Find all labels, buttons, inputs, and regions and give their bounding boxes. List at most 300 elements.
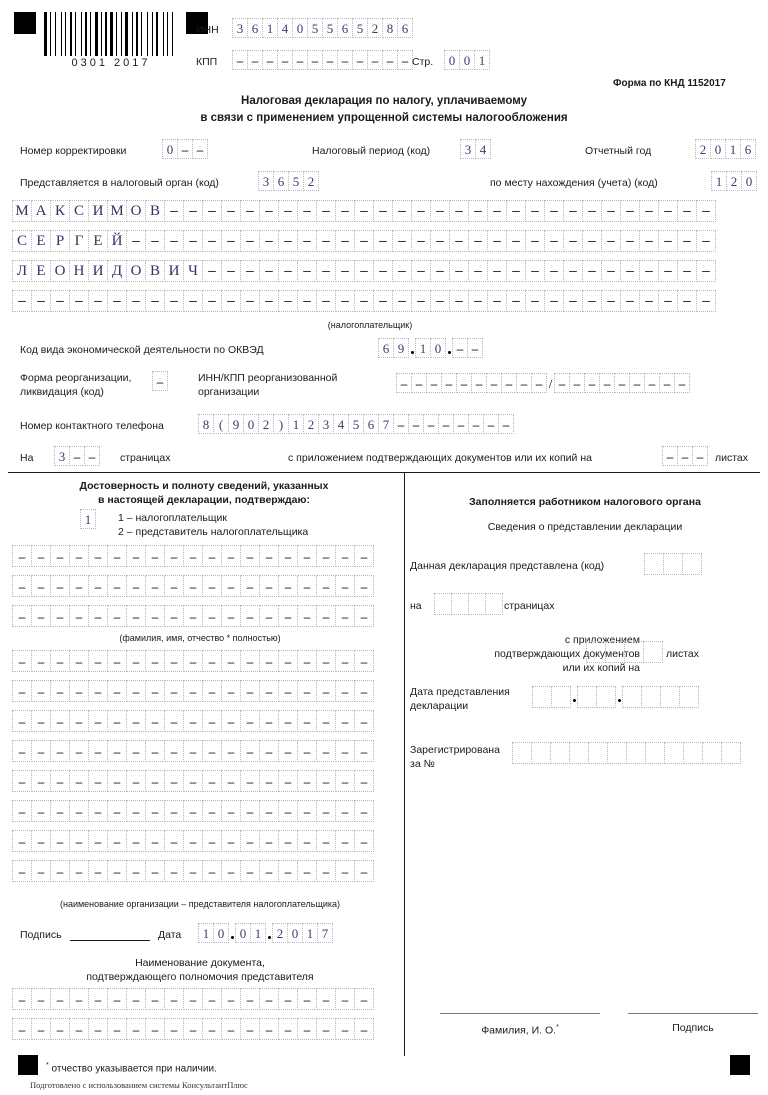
- grid-cell[interactable]: Л: [12, 260, 32, 282]
- grid-cell[interactable]: [512, 742, 532, 764]
- org-name-line-1[interactable]: [12, 650, 373, 672]
- grid-cell[interactable]: –: [658, 260, 678, 282]
- grid-cell[interactable]: И: [164, 260, 184, 282]
- grid-cell[interactable]: –: [468, 414, 484, 434]
- grid-cell[interactable]: –: [456, 373, 472, 393]
- grid-cell[interactable]: –: [335, 680, 355, 702]
- grid-cell[interactable]: –: [240, 650, 260, 672]
- grid-cell[interactable]: 6: [273, 171, 289, 191]
- grid-cell[interactable]: –: [483, 414, 499, 434]
- grid-cell[interactable]: В: [145, 200, 165, 222]
- grid-cell[interactable]: –: [354, 988, 374, 1010]
- grid-cell[interactable]: –: [297, 650, 317, 672]
- grid-cell[interactable]: –: [471, 373, 487, 393]
- grid-cell[interactable]: –: [202, 710, 222, 732]
- taxpayer-name-line-1[interactable]: [12, 200, 715, 222]
- grid-cell[interactable]: –: [221, 200, 241, 222]
- grid-cell[interactable]: –: [316, 230, 336, 252]
- grid-cell[interactable]: [569, 742, 589, 764]
- grid-cell[interactable]: 0: [459, 50, 475, 70]
- grid-cell[interactable]: –: [31, 988, 51, 1010]
- grid-cell[interactable]: –: [107, 575, 127, 597]
- grid-cell[interactable]: С: [12, 230, 32, 252]
- grid-cell[interactable]: –: [297, 830, 317, 852]
- grid-cell[interactable]: О: [126, 200, 146, 222]
- grid-cell[interactable]: –: [452, 338, 468, 358]
- grid-cell[interactable]: –: [107, 680, 127, 702]
- grid-cell[interactable]: –: [453, 414, 469, 434]
- grid-cell[interactable]: 5: [352, 18, 368, 38]
- grid-cell[interactable]: –: [107, 1018, 127, 1040]
- grid-cell[interactable]: –: [126, 575, 146, 597]
- grid-cell[interactable]: –: [202, 1018, 222, 1040]
- grid-cell[interactable]: –: [69, 710, 89, 732]
- grid-cell[interactable]: –: [297, 1018, 317, 1040]
- grid-cell[interactable]: –: [430, 260, 450, 282]
- taxpayer-name-line-3[interactable]: [12, 260, 715, 282]
- grid-cell[interactable]: –: [563, 260, 583, 282]
- grid-cell[interactable]: –: [88, 770, 108, 792]
- grid-cell[interactable]: –: [599, 373, 615, 393]
- grid-cell[interactable]: –: [658, 290, 678, 312]
- grid-cell[interactable]: –: [563, 230, 583, 252]
- grid-cell[interactable]: –: [240, 800, 260, 822]
- grid-cell[interactable]: –: [12, 290, 32, 312]
- grid-cell[interactable]: –: [259, 740, 279, 762]
- grid-cell[interactable]: –: [69, 605, 89, 627]
- grid-cell[interactable]: –: [441, 373, 457, 393]
- grid-cell[interactable]: –: [335, 860, 355, 882]
- grid-cell[interactable]: –: [278, 200, 298, 222]
- grid-cell[interactable]: –: [278, 710, 298, 732]
- grid-cell[interactable]: Ч: [183, 260, 203, 282]
- grid-cell[interactable]: –: [88, 680, 108, 702]
- grid-cell[interactable]: –: [658, 200, 678, 222]
- grid-cell[interactable]: Й: [107, 230, 127, 252]
- grid-cell[interactable]: –: [335, 575, 355, 597]
- grid-cell[interactable]: Н: [69, 260, 89, 282]
- grid-cell[interactable]: 5: [322, 18, 338, 38]
- grid-cell[interactable]: –: [126, 860, 146, 882]
- grid-cell[interactable]: –: [354, 230, 374, 252]
- grid-cell[interactable]: –: [563, 200, 583, 222]
- grid-cell[interactable]: –: [430, 290, 450, 312]
- grid-cell[interactable]: –: [352, 50, 368, 70]
- page-number-field[interactable]: [444, 50, 489, 70]
- grid-cell[interactable]: –: [240, 860, 260, 882]
- grid-cell[interactable]: –: [316, 988, 336, 1010]
- grid-cell[interactable]: –: [335, 830, 355, 852]
- grid-cell[interactable]: [683, 742, 703, 764]
- grid-cell[interactable]: –: [620, 290, 640, 312]
- grid-cell[interactable]: –: [183, 290, 203, 312]
- grid-cell[interactable]: 7: [378, 414, 394, 434]
- grid-cell[interactable]: –: [31, 605, 51, 627]
- grid-cell[interactable]: И: [88, 200, 108, 222]
- location-field[interactable]: [711, 171, 756, 191]
- grid-cell[interactable]: [643, 641, 663, 663]
- grid-cell[interactable]: –: [449, 200, 469, 222]
- grid-cell[interactable]: 1: [711, 171, 727, 191]
- grid-cell[interactable]: –: [202, 575, 222, 597]
- grid-cell[interactable]: –: [411, 373, 427, 393]
- grid-cell[interactable]: –: [240, 710, 260, 732]
- grid-cell[interactable]: 2: [367, 18, 383, 38]
- grid-cell[interactable]: –: [12, 650, 32, 672]
- grid-cell[interactable]: –: [164, 575, 184, 597]
- grid-cell[interactable]: –: [164, 710, 184, 732]
- grid-cell[interactable]: –: [202, 800, 222, 822]
- grid-cell[interactable]: –: [240, 680, 260, 702]
- grid-cell[interactable]: –: [164, 830, 184, 852]
- grid-cell[interactable]: 8: [198, 414, 214, 434]
- grid-cell[interactable]: –: [373, 260, 393, 282]
- grid-cell[interactable]: –: [259, 200, 279, 222]
- grid-cell[interactable]: –: [126, 545, 146, 567]
- grid-cell[interactable]: –: [278, 230, 298, 252]
- grid-cell[interactable]: –: [677, 200, 697, 222]
- grid-cell[interactable]: [664, 742, 684, 764]
- confirm-code-field[interactable]: [80, 509, 95, 529]
- grid-cell[interactable]: [605, 641, 625, 663]
- grid-cell[interactable]: –: [107, 988, 127, 1010]
- grid-cell[interactable]: –: [468, 230, 488, 252]
- grid-cell[interactable]: –: [164, 230, 184, 252]
- period-field[interactable]: [460, 139, 490, 159]
- grid-cell[interactable]: –: [259, 260, 279, 282]
- grid-cell[interactable]: –: [278, 740, 298, 762]
- grid-cell[interactable]: –: [316, 770, 336, 792]
- grid-cell[interactable]: –: [639, 230, 659, 252]
- grid-cell[interactable]: –: [145, 605, 165, 627]
- grid-cell[interactable]: –: [335, 230, 355, 252]
- grid-cell[interactable]: –: [221, 800, 241, 822]
- grid-cell[interactable]: –: [423, 414, 439, 434]
- okved-field[interactable]: [378, 338, 482, 358]
- grid-cell[interactable]: –: [88, 800, 108, 822]
- grid-cell[interactable]: –: [50, 605, 70, 627]
- grid-cell[interactable]: –: [430, 200, 450, 222]
- grid-cell[interactable]: –: [438, 414, 454, 434]
- grid-cell[interactable]: –: [569, 373, 585, 393]
- grid-cell[interactable]: –: [316, 680, 336, 702]
- grid-cell[interactable]: –: [392, 260, 412, 282]
- grid-cell[interactable]: –: [354, 800, 374, 822]
- grid-cell[interactable]: –: [601, 200, 621, 222]
- grid-cell[interactable]: –: [183, 575, 203, 597]
- grid-cell[interactable]: –: [354, 575, 374, 597]
- grid-cell[interactable]: –: [183, 770, 203, 792]
- grid-cell[interactable]: –: [221, 290, 241, 312]
- grid-cell[interactable]: –: [525, 290, 545, 312]
- grid-cell[interactable]: [721, 742, 741, 764]
- grid-cell[interactable]: [660, 686, 680, 708]
- grid-cell[interactable]: –: [337, 50, 353, 70]
- grid-cell[interactable]: –: [221, 740, 241, 762]
- grid-cell[interactable]: –: [202, 650, 222, 672]
- grid-cell[interactable]: –: [31, 800, 51, 822]
- grid-cell[interactable]: 5: [348, 414, 364, 434]
- grid-cell[interactable]: 3: [258, 171, 274, 191]
- grid-cell[interactable]: –: [145, 650, 165, 672]
- grid-cell[interactable]: 4: [475, 139, 491, 159]
- grid-cell[interactable]: –: [259, 680, 279, 702]
- grid-cell[interactable]: –: [316, 830, 336, 852]
- grid-cell[interactable]: –: [354, 680, 374, 702]
- grid-cell[interactable]: –: [278, 605, 298, 627]
- grid-cell[interactable]: –: [316, 650, 336, 672]
- grid-cell[interactable]: –: [221, 680, 241, 702]
- grid-cell[interactable]: –: [506, 290, 526, 312]
- grid-cell[interactable]: –: [69, 545, 89, 567]
- grid-cell[interactable]: С: [69, 200, 89, 222]
- grid-cell[interactable]: –: [240, 770, 260, 792]
- grid-cell[interactable]: –: [50, 680, 70, 702]
- grid-cell[interactable]: –: [202, 830, 222, 852]
- grid-cell[interactable]: –: [69, 800, 89, 822]
- grid-cell[interactable]: –: [307, 50, 323, 70]
- grid-cell[interactable]: –: [31, 740, 51, 762]
- grid-cell[interactable]: –: [88, 545, 108, 567]
- grid-cell[interactable]: 0: [430, 338, 446, 358]
- grid-cell[interactable]: –: [88, 860, 108, 882]
- grid-cell[interactable]: –: [393, 414, 409, 434]
- grid-cell[interactable]: –: [164, 860, 184, 882]
- grid-cell[interactable]: –: [69, 860, 89, 882]
- grid-cell[interactable]: К: [50, 200, 70, 222]
- grid-cell[interactable]: –: [259, 800, 279, 822]
- grid-cell[interactable]: –: [152, 371, 168, 391]
- grid-cell[interactable]: Е: [88, 230, 108, 252]
- grid-cell[interactable]: –: [240, 988, 260, 1010]
- grid-cell[interactable]: –: [544, 200, 564, 222]
- grid-cell[interactable]: –: [12, 800, 32, 822]
- grid-cell[interactable]: –: [498, 414, 514, 434]
- grid-cell[interactable]: –: [426, 373, 442, 393]
- grid-cell[interactable]: –: [69, 740, 89, 762]
- grid-cell[interactable]: [531, 742, 551, 764]
- grid-cell[interactable]: –: [31, 575, 51, 597]
- grid-cell[interactable]: –: [601, 260, 621, 282]
- grid-cell[interactable]: –: [164, 740, 184, 762]
- grid-cell[interactable]: [468, 593, 486, 615]
- grid-cell[interactable]: [485, 593, 503, 615]
- grid-cell[interactable]: –: [221, 770, 241, 792]
- grid-cell[interactable]: –: [107, 740, 127, 762]
- grid-cell[interactable]: –: [107, 860, 127, 882]
- grid-cell[interactable]: –: [145, 800, 165, 822]
- grid-cell[interactable]: –: [259, 988, 279, 1010]
- taxpayer-name-line-4[interactable]: [12, 290, 715, 312]
- grid-cell[interactable]: –: [449, 260, 469, 282]
- grid-cell[interactable]: –: [278, 575, 298, 597]
- grid-cell[interactable]: –: [259, 1018, 279, 1040]
- pages-count-field[interactable]: [54, 446, 99, 466]
- grid-cell[interactable]: –: [126, 230, 146, 252]
- grid-cell[interactable]: –: [449, 230, 469, 252]
- grid-cell[interactable]: 1: [262, 18, 278, 38]
- grid-cell[interactable]: –: [88, 710, 108, 732]
- grid-cell[interactable]: –: [316, 545, 336, 567]
- grid-cell[interactable]: –: [12, 710, 32, 732]
- grid-cell[interactable]: –: [12, 1018, 32, 1040]
- grid-cell[interactable]: –: [354, 740, 374, 762]
- grid-cell[interactable]: –: [639, 200, 659, 222]
- grid-cell[interactable]: –: [620, 200, 640, 222]
- grid-cell[interactable]: [624, 641, 644, 663]
- grid-cell[interactable]: –: [582, 290, 602, 312]
- grid-cell[interactable]: 0: [213, 923, 229, 943]
- grid-cell[interactable]: –: [221, 988, 241, 1010]
- grid-cell[interactable]: –: [544, 230, 564, 252]
- grid-cell[interactable]: –: [221, 230, 241, 252]
- grid-cell[interactable]: –: [202, 200, 222, 222]
- grid-cell[interactable]: –: [50, 860, 70, 882]
- grid-cell[interactable]: –: [297, 988, 317, 1010]
- grid-cell[interactable]: –: [183, 230, 203, 252]
- grid-cell[interactable]: 9: [228, 414, 244, 434]
- grid-cell[interactable]: [588, 742, 608, 764]
- grid-cell[interactable]: –: [677, 260, 697, 282]
- grid-cell[interactable]: –: [221, 710, 241, 732]
- grid-cell[interactable]: –: [373, 230, 393, 252]
- grid-cell[interactable]: 0: [741, 171, 757, 191]
- grid-cell[interactable]: –: [183, 860, 203, 882]
- grid-cell[interactable]: ): [273, 414, 289, 434]
- grid-cell[interactable]: –: [88, 575, 108, 597]
- signature-date-field[interactable]: [198, 923, 332, 943]
- grid-cell[interactable]: –: [183, 650, 203, 672]
- grid-cell[interactable]: –: [164, 680, 184, 702]
- grid-cell[interactable]: –: [354, 290, 374, 312]
- grid-cell[interactable]: –: [316, 290, 336, 312]
- grid-cell[interactable]: –: [240, 740, 260, 762]
- grid-cell[interactable]: –: [69, 680, 89, 702]
- grid-cell[interactable]: –: [677, 446, 693, 466]
- grid-cell[interactable]: 7: [317, 923, 333, 943]
- grid-cell[interactable]: 2: [258, 414, 274, 434]
- grid-cell[interactable]: –: [278, 860, 298, 882]
- grid-cell[interactable]: –: [50, 770, 70, 792]
- grid-cell[interactable]: –: [126, 800, 146, 822]
- org-name-line-7[interactable]: [12, 830, 373, 852]
- grid-cell[interactable]: 1: [725, 139, 741, 159]
- grid-cell[interactable]: 1: [474, 50, 490, 70]
- grid-cell[interactable]: –: [316, 260, 336, 282]
- grid-cell[interactable]: –: [601, 290, 621, 312]
- grid-cell[interactable]: [577, 686, 597, 708]
- grid-cell[interactable]: –: [696, 230, 716, 252]
- grid-cell[interactable]: –: [408, 414, 424, 434]
- grid-cell[interactable]: –: [297, 710, 317, 732]
- grid-cell[interactable]: 0: [444, 50, 460, 70]
- grid-cell[interactable]: –: [525, 260, 545, 282]
- grid-cell[interactable]: –: [145, 860, 165, 882]
- grid-cell[interactable]: –: [582, 230, 602, 252]
- grid-cell[interactable]: –: [107, 545, 127, 567]
- grid-cell[interactable]: [626, 742, 646, 764]
- grid-cell[interactable]: –: [297, 740, 317, 762]
- grid-cell[interactable]: –: [411, 290, 431, 312]
- grid-cell[interactable]: –: [126, 680, 146, 702]
- grid-cell[interactable]: –: [297, 575, 317, 597]
- grid-cell[interactable]: 4: [277, 18, 293, 38]
- grid-cell[interactable]: –: [487, 200, 507, 222]
- officer-attach-field[interactable]: [586, 641, 662, 663]
- grid-cell[interactable]: –: [247, 50, 263, 70]
- grid-cell[interactable]: –: [506, 260, 526, 282]
- grid-cell[interactable]: –: [183, 680, 203, 702]
- grid-cell[interactable]: –: [50, 1018, 70, 1040]
- grid-cell[interactable]: [645, 742, 665, 764]
- grid-cell[interactable]: –: [145, 710, 165, 732]
- grid-cell[interactable]: –: [126, 830, 146, 852]
- grid-cell[interactable]: –: [240, 200, 260, 222]
- grid-cell[interactable]: –: [69, 988, 89, 1010]
- grid-cell[interactable]: –: [50, 800, 70, 822]
- grid-cell[interactable]: 3: [318, 414, 334, 434]
- grid-cell[interactable]: –: [297, 545, 317, 567]
- grid-cell[interactable]: –: [69, 1018, 89, 1040]
- grid-cell[interactable]: –: [692, 446, 708, 466]
- grid-cell[interactable]: –: [145, 988, 165, 1010]
- grid-cell[interactable]: –: [183, 988, 203, 1010]
- officer-pages-field[interactable]: [434, 593, 502, 615]
- grid-cell[interactable]: –: [487, 230, 507, 252]
- grid-cell[interactable]: –: [582, 260, 602, 282]
- grid-cell[interactable]: –: [373, 290, 393, 312]
- grid-cell[interactable]: –: [183, 710, 203, 732]
- grid-cell[interactable]: –: [544, 290, 564, 312]
- org-name-line-6[interactable]: [12, 800, 373, 822]
- grid-cell[interactable]: 2: [303, 414, 319, 434]
- grid-cell[interactable]: 5: [307, 18, 323, 38]
- grid-cell[interactable]: –: [278, 1018, 298, 1040]
- grid-cell[interactable]: –: [240, 605, 260, 627]
- grid-cell[interactable]: –: [221, 1018, 241, 1040]
- grid-cell[interactable]: –: [177, 139, 193, 159]
- grid-cell[interactable]: Е: [31, 230, 51, 252]
- grid-cell[interactable]: 0: [292, 18, 308, 38]
- grid-cell[interactable]: –: [221, 860, 241, 882]
- grid-cell[interactable]: –: [297, 290, 317, 312]
- grid-cell[interactable]: –: [259, 290, 279, 312]
- grid-cell[interactable]: –: [674, 373, 690, 393]
- grid-cell[interactable]: –: [335, 290, 355, 312]
- grid-cell[interactable]: –: [164, 1018, 184, 1040]
- grid-cell[interactable]: –: [12, 988, 32, 1010]
- representative-name-line-3[interactable]: [12, 605, 373, 627]
- grid-cell[interactable]: –: [88, 290, 108, 312]
- org-name-line-3[interactable]: [12, 710, 373, 732]
- grid-cell[interactable]: Р: [50, 230, 70, 252]
- grid-cell[interactable]: М: [107, 200, 127, 222]
- grid-cell[interactable]: –: [88, 740, 108, 762]
- grid-cell[interactable]: –: [183, 800, 203, 822]
- grid-cell[interactable]: –: [88, 830, 108, 852]
- grid-cell[interactable]: –: [12, 830, 32, 852]
- grid-cell[interactable]: –: [12, 680, 32, 702]
- grid-cell[interactable]: –: [335, 260, 355, 282]
- grid-cell[interactable]: О: [50, 260, 70, 282]
- grid-cell[interactable]: –: [69, 290, 89, 312]
- grid-cell[interactable]: –: [164, 650, 184, 672]
- grid-cell[interactable]: –: [164, 800, 184, 822]
- grid-cell[interactable]: –: [240, 260, 260, 282]
- officer-signature-line[interactable]: [628, 1013, 758, 1014]
- grid-cell[interactable]: (: [213, 414, 229, 434]
- grid-cell[interactable]: О: [126, 260, 146, 282]
